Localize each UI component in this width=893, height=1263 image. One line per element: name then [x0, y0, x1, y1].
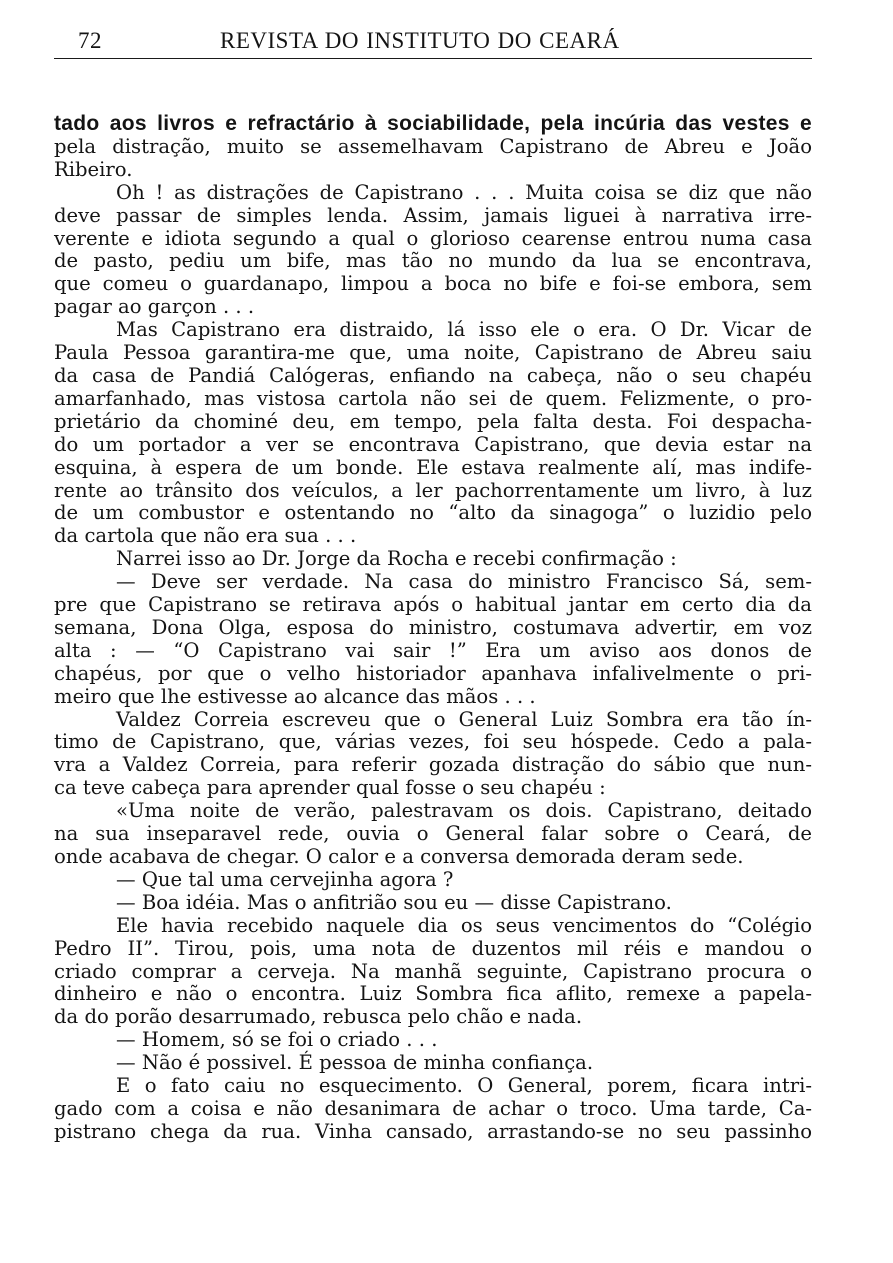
text-line: chapéus, por que o velho historiador apanhava infalivelmente o pri- [54, 661, 812, 685]
text-line: — Homem, só se foi o criado . . . [116, 1028, 438, 1052]
text-line: Ele havia recebido naquele dia os seus vencimentos do “Colégio [116, 913, 812, 937]
text-line: pistrano chega da rua. Vinha cansado, arrastando-se no seu passinho [54, 1119, 812, 1143]
text-line: na sua inseparavel rede, ouvia o General falar sobre o Ceará, de [54, 822, 812, 846]
text-line: dinheiro e não o encontra. Luiz Sombra fica aflito, remexe a papela- [54, 982, 812, 1006]
text-line: — Boa idéia. Mas o anfitrião sou eu — disse Capistrano. [116, 890, 672, 914]
running-header [54, 26, 812, 59]
text-line: pagar ao garçon . . . [54, 295, 255, 319]
paragraph [54, 1052, 812, 1075]
text-line: pre que Capistrano se retirava após o habitual jantar em certo dia da [54, 593, 812, 617]
paragraph [54, 800, 812, 869]
text-line: E o fato caiu no esquecimento. O General, porem, ficara intri- [116, 1074, 812, 1098]
text-line: da casa de Pandiá Calógeras, enfiando na cabeça, não o seu chapéu [54, 363, 812, 387]
text-line: da cartola que não era sua . . . [54, 524, 357, 548]
text-line: onde acabava de chegar. O calor e a conversa demorada deram sede. [54, 845, 744, 868]
text-line: rente ao trânsito dos veículos, a ler pachorrentamente um livro, à luz [54, 478, 812, 502]
text-line: Narrei isso ao Dr. Jorge da Rocha e recebi confirmação : [116, 547, 677, 571]
text-line: pela distração, muito se assemelhavam Capistrano de Abreu e João [54, 134, 812, 158]
text-line: meiro que lhe estivesse ao alcance das mãos . . . [54, 684, 536, 708]
paragraph [54, 1075, 812, 1144]
text-line: da do porão desarrumado, rebusca pelo chão e nada. [54, 1005, 583, 1029]
text-line: deve passar de simples lenda. Assim, jamais liguei à narrativa irre- [54, 203, 812, 227]
text-line: do um portador a ver se encontrava Capistrano, que devia estar na [54, 432, 812, 456]
text-line: Mas Capistrano era distraido, lá isso ele o era. O Dr. Vicar de [116, 318, 812, 342]
text-line: esquina, à espera de um bonde. Ele estava realmente alí, mas indife- [54, 455, 812, 479]
paragraph [54, 113, 812, 182]
text-line: ca teve cabeça para aprender qual fosse o seu chapéu : [54, 776, 606, 800]
text-line: de um combustor e ostentando no “alto da sinagoga” o luzidio pelo [54, 501, 812, 525]
text-line: Paula Pessoa garantira-me que, uma noite, Capistrano de Abreu saiu [54, 341, 812, 365]
paragraph [54, 869, 812, 892]
text-line: Valdez Correia escreveu que o General Luiz Sombra era tão ín- [116, 707, 812, 731]
text-line: tado aos livros e refractário à sociabilidade, pela incúria das vestes e [54, 112, 812, 135]
paragraph [54, 1029, 812, 1052]
text-line: prietário da chominé deu, em tempo, pela falta desta. Foi despacha- [54, 409, 812, 433]
text-line: «Uma noite de verão, palestravam os dois. Capistrano, deitado [116, 799, 812, 823]
text-line: semana, Dona Olga, esposa do ministro, costumava advertir, em voz [54, 615, 812, 639]
text-line: que comeu o guardanapo, limpou a boca no bife e foi-se embora, sem [54, 272, 812, 296]
text-line: — Não é possivel. É pessoa de minha confiança. [116, 1051, 594, 1075]
text-line: criado comprar a cerveja. Na manhã seguinte, Capistrano procura o [54, 959, 812, 983]
text-line: vra a Valdez Correia, para referir gozada distração do sábio que nun- [54, 753, 812, 777]
book-page [54, 26, 812, 1144]
body-text [54, 113, 812, 1144]
running-title: REVISTA DO INSTITUTO DO CEARÁ [220, 28, 620, 53]
text-line: Oh ! as distrações de Capistrano . . . Muita coisa se diz que não [116, 180, 812, 204]
paragraph [54, 319, 812, 548]
paragraph [54, 571, 812, 708]
text-line: timo de Capistrano, que, várias vezes, foi seu hóspede. Cedo a pala- [54, 730, 812, 754]
text-line: gado com a coisa e não desanimara de achar o troco. Uma tarde, Ca- [54, 1096, 812, 1120]
text-line: Ribeiro. [54, 157, 133, 181]
text-line: Pedro II”. Tirou, pois, uma nota de duzentos mil réis e mandou o [54, 936, 812, 960]
paragraph [54, 182, 812, 319]
text-line: verente e idiota segundo a qual o glorioso cearense entrou numa casa [54, 226, 812, 250]
text-line: amarfanhado, mas vistosa cartola não sei de quem. Felizmente, o pro- [54, 386, 812, 410]
text-line: alta : — “O Capistrano vai sair !” Era um aviso aos donos de [54, 638, 812, 662]
paragraph [54, 548, 812, 571]
text-line: de pasto, pediu um bife, mas tão no mundo da lua se encontrava, [54, 249, 812, 273]
paragraph [54, 915, 812, 1030]
paragraph [54, 892, 812, 915]
text-line: — Que tal uma cervejinha agora ? [116, 867, 454, 891]
page-number: 72 [78, 28, 102, 53]
text-line: — Deve ser verdade. Na casa do ministro Francisco Sá, sem- [116, 570, 812, 594]
paragraph [54, 709, 812, 801]
